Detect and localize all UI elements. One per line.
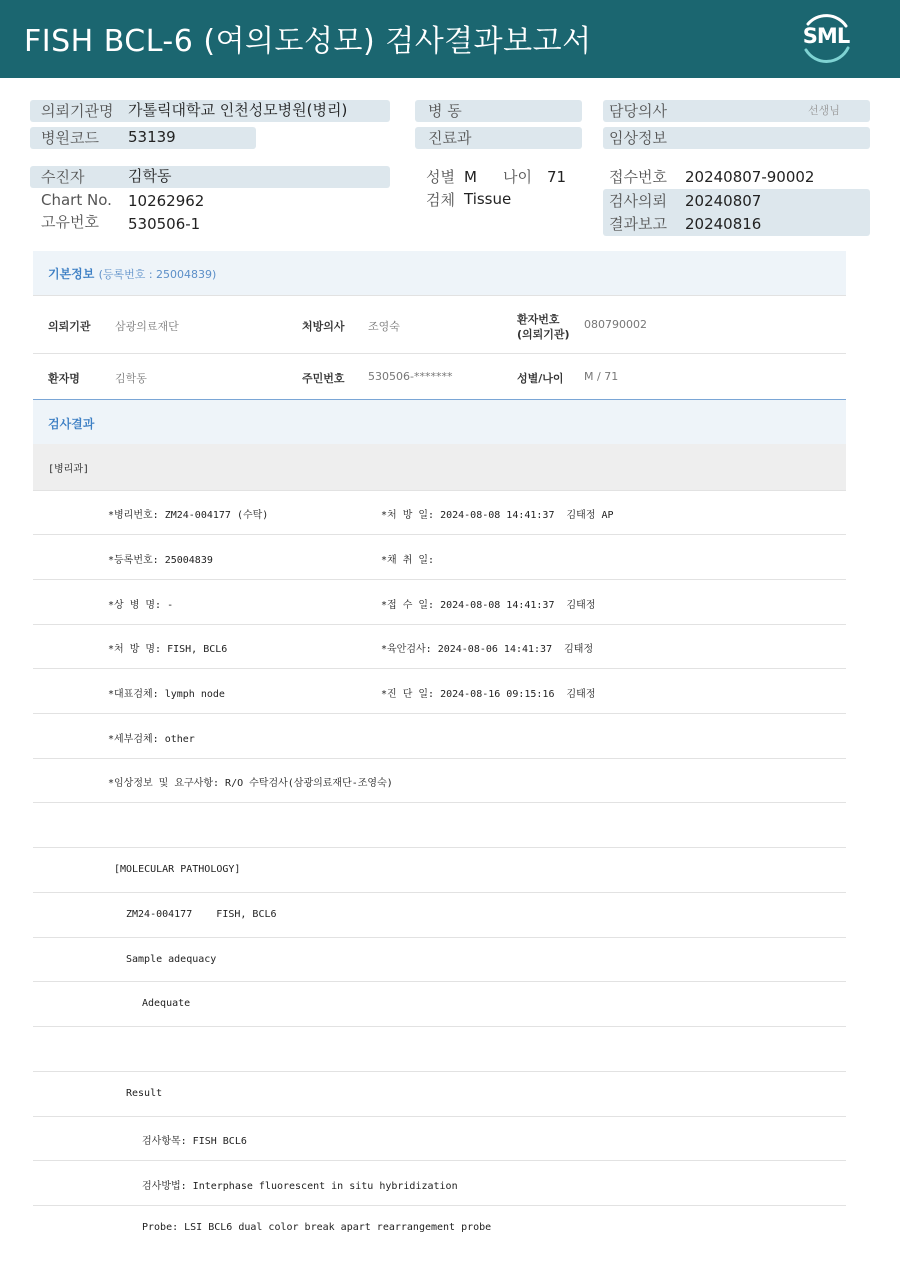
patient-label: 수진자	[41, 168, 85, 186]
adequacy-value: Adequate	[142, 998, 191, 1009]
receipt-label: 접수번호	[609, 168, 667, 186]
results-header	[33, 399, 846, 444]
hospital-code-value: 53139	[128, 128, 176, 146]
divider	[33, 624, 846, 625]
divider	[33, 802, 846, 803]
result-row-right: *처 방 일: 2024-08-08 14:41:37 김태정 AP	[381, 510, 614, 521]
basic-inst-value: 삼광의료재단	[115, 320, 179, 333]
report-header	[0, 0, 900, 78]
clinical-label: 임상정보	[609, 129, 667, 147]
basic-pid-label-1: 환자번호	[517, 313, 560, 326]
case-line: ZM24-004177 FISH, BCL6	[126, 909, 277, 920]
divider	[33, 1116, 846, 1117]
result-row-left: *병리번호: ZM24-004177 (수탁)	[108, 510, 269, 521]
sex-value: M	[464, 168, 477, 186]
divider	[33, 295, 846, 296]
basic-info-title: 기본정보	[48, 267, 95, 281]
adequacy-label: Sample adequacy	[126, 954, 217, 965]
ward-label: 병 동	[428, 102, 462, 120]
divider	[33, 758, 846, 759]
section-band	[33, 444, 846, 490]
result-row-left: *등록번호: 25004839	[108, 555, 213, 566]
unique-value: 530506-1	[128, 215, 201, 233]
department-label: 진료과	[428, 129, 472, 147]
results-title: 검사결과	[48, 417, 95, 431]
basic-inst-label: 의뢰기관	[48, 320, 91, 333]
divider	[33, 847, 846, 848]
sml-logo	[796, 10, 856, 66]
basic-name-label: 환자명	[48, 372, 80, 385]
specimen-label: 검체	[426, 191, 455, 209]
divider	[33, 1160, 846, 1161]
result-row-left: *임상정보 및 요구사항: R/O 수탁검사(삼광의료재단-조영숙)	[108, 778, 393, 789]
basic-sexage-value: M / 71	[584, 370, 619, 383]
institution-value: 가톨릭대학교 인천성모병원(병리)	[128, 101, 348, 119]
basic-name-value: 김학동	[115, 372, 147, 385]
basic-rrn-label: 주민번호	[302, 372, 345, 385]
molecular-heading: [MOLECULAR PATHOLOGY]	[114, 864, 241, 875]
divider	[33, 353, 846, 354]
result-row-left: *대표검체: lymph node	[108, 689, 225, 700]
divider	[33, 1026, 846, 1027]
divider	[33, 713, 846, 714]
result-row-left: *상 병 명: -	[108, 600, 174, 611]
attending-label: 담당의사	[609, 102, 667, 120]
logo-text: SML	[802, 24, 850, 48]
basic-doctor-value: 조영숙	[368, 320, 400, 333]
hospital-code-label: 병원코드	[41, 129, 99, 147]
chart-label: Chart No.	[41, 191, 112, 209]
basic-pid-value: 080790002	[584, 318, 647, 331]
method-line: 검사방법: Interphase fluorescent in situ hybridization	[142, 1181, 458, 1192]
divider	[33, 668, 846, 669]
receipt-value: 20240807-90002	[685, 168, 815, 186]
divider	[33, 937, 846, 938]
divider	[33, 534, 846, 535]
basic-pid-label-2: (의뢰기관)	[517, 328, 570, 341]
request-label: 검사의뢰	[609, 192, 667, 210]
section-label: [병리과]	[48, 464, 90, 475]
age-value: 71	[547, 168, 567, 186]
result-row-right: *진 단 일: 2024-08-16 09:15:16 김태정	[381, 689, 596, 700]
basic-rrn-value: 530506-*******	[368, 370, 453, 383]
basic-doctor-label: 처방의사	[302, 320, 345, 333]
attending-suffix: 선생님	[808, 104, 840, 117]
item-line: 검사항목: FISH BCL6	[142, 1136, 247, 1147]
report-value: 20240816	[685, 215, 762, 233]
result-row-right: *채 취 일:	[381, 555, 435, 566]
request-value: 20240807	[685, 192, 762, 210]
sex-label: 성별	[426, 168, 455, 186]
divider	[33, 1205, 846, 1206]
result-row-right: *육안검사: 2024-08-06 14:41:37 김태정	[381, 644, 594, 655]
result-label: Result	[126, 1088, 163, 1099]
unique-label: 고유번호	[41, 213, 99, 231]
institution-label: 의뢰기관명	[41, 102, 114, 120]
report-label: 결과보고	[609, 215, 667, 233]
divider	[33, 981, 846, 982]
basic-sexage-label: 성별/나이	[517, 372, 564, 385]
age-label: 나이	[503, 168, 532, 186]
divider	[33, 892, 846, 893]
basic-info-header	[33, 251, 846, 295]
chart-value: 10262962	[128, 192, 205, 210]
basic-info-reg-note: (등록번호 : 25004839)	[98, 268, 217, 281]
result-row-left: *세부검체: other	[108, 734, 195, 745]
specimen-value: Tissue	[464, 190, 512, 208]
probe-line: Probe: LSI BCL6 dual color break apart rearrangement probe	[142, 1222, 492, 1233]
divider	[33, 1071, 846, 1072]
divider	[33, 490, 846, 491]
report-title: FISH BCL-6 (여의도성모) 검사결과보고서	[24, 24, 592, 59]
divider	[33, 579, 846, 580]
result-row-right: *접 수 일: 2024-08-08 14:41:37 김태정	[381, 600, 596, 611]
patient-value: 김학동	[128, 167, 172, 185]
result-row-left: *처 방 명: FISH, BCL6	[108, 644, 228, 655]
